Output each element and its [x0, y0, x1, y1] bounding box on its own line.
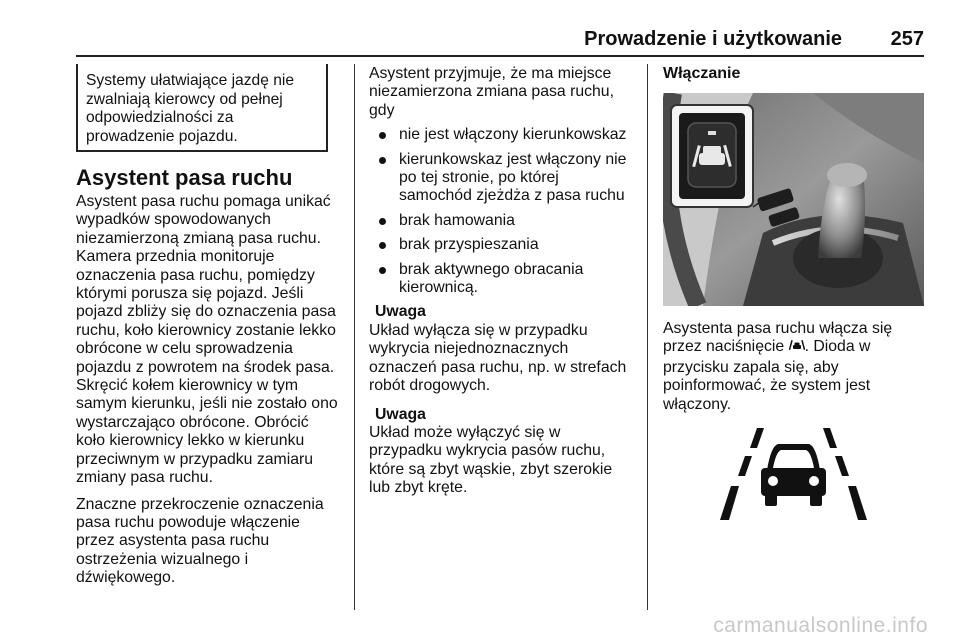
list-item	[369, 151, 637, 206]
text-line: Kamera przednia monitoruje	[76, 248, 275, 266]
list-item	[369, 126, 637, 144]
column-3-body	[663, 320, 925, 414]
text-line: pasa ruchu powoduje włączenie	[76, 513, 300, 531]
paragraph-conditions	[369, 65, 637, 120]
text-line: koło kierownicy lekko w kierunku	[76, 432, 305, 450]
text-line: przez naciśnięcie	[663, 338, 785, 356]
list-item	[369, 236, 637, 254]
text-line: wykrycia niejednoznacznych	[369, 340, 569, 358]
text-line: przycisku zapala się, aby	[663, 358, 839, 376]
condition-list	[369, 126, 637, 297]
text-line: obrócone w celu sprowadzenia	[76, 340, 293, 358]
text-line: kierunkowskaz jest włączony nie	[399, 150, 627, 168]
note-line: zwalniają kierowcy od pełnej	[86, 90, 283, 108]
text-line: niezamierzona zmiana pasa ruchu,	[369, 83, 614, 101]
header-rule	[76, 55, 924, 57]
console-button-photo	[663, 93, 924, 306]
text-line: . Dioda w	[804, 338, 871, 356]
text-line: brak aktywnego obracania	[399, 260, 584, 278]
column-divider-2	[647, 64, 648, 610]
text-line: gdy	[369, 101, 395, 119]
column-2-body	[369, 65, 637, 498]
paragraph-intro	[76, 193, 346, 488]
bullet-icon	[379, 132, 386, 139]
bullet-icon	[379, 218, 386, 225]
page-number: 257	[890, 28, 924, 50]
lane-assist-symbol-icon	[663, 420, 924, 528]
note-text	[369, 322, 637, 396]
text-line: wypadków spowodowanych	[76, 211, 271, 229]
text-line: oznaczenia pasa ruchu, pomiędzy	[76, 266, 315, 284]
text-line: Układ może wyłączyć się w	[369, 423, 561, 441]
text-line: Asystenta pasa ruchu włącza się	[663, 320, 893, 337]
text-line: ruchu, koło kierownicy zostanie lekko	[76, 321, 336, 339]
text-line: kierownicą.	[399, 279, 479, 297]
warning-note-box	[76, 64, 328, 152]
text-line: dźwiękowego.	[76, 569, 176, 587]
column-divider-1	[354, 64, 355, 610]
column-1-body	[76, 193, 346, 596]
list-item	[369, 212, 637, 230]
note-block-2	[369, 405, 637, 498]
text-line: przeciwnym w przypadku zamiaru	[76, 450, 314, 468]
note-label: Uwaga	[375, 303, 426, 321]
text-line: nie jest włączony kierunkowskaz	[399, 126, 627, 144]
text-line: pojazdu z powrotem na środek pasa.	[76, 358, 335, 376]
bullet-icon	[379, 242, 386, 249]
text-line: zmiany pasa ruchu.	[76, 469, 213, 487]
text-line: przypadku wykrycia pasów ruchu,	[369, 442, 606, 460]
text-line: Układ wyłącza się w przypadku	[369, 321, 588, 339]
text-line: którymi porusza się pojazd. Jeśli	[76, 285, 304, 303]
note-line: prowadzenie pojazdu.	[86, 127, 238, 145]
bullet-icon	[379, 157, 386, 164]
section-heading: Asystent pasa ruchu	[76, 165, 293, 190]
note-text	[369, 424, 637, 498]
text-line: wystarczająco obrócone. Obrócić	[76, 413, 309, 431]
text-line: samym kierunku, jeśli nie zostało ono	[76, 395, 338, 413]
text-line: które są zbyt wąskie, zbyt szerokie	[369, 460, 613, 478]
text-line: po tej stronie, po której	[399, 169, 559, 187]
page-header-title: Prowadzenie i użytkowanie	[584, 28, 842, 50]
paragraph-warning	[76, 496, 346, 588]
list-item	[369, 261, 637, 298]
text-line: brak hamowania	[399, 211, 515, 229]
text-line: brak przyspieszania	[399, 236, 539, 254]
bullet-icon	[379, 267, 386, 274]
text-line: poinformować, że system jest	[663, 377, 871, 395]
note-line: odpowiedzialności za	[86, 109, 234, 126]
subsection-heading: Włączanie	[663, 65, 741, 82]
text-line: Znaczne przekroczenie oznaczenia	[76, 495, 324, 513]
text-line: włączony.	[663, 395, 732, 413]
watermark: carmanualsonline.info	[713, 614, 928, 637]
text-line: lub zbyt kręte.	[369, 479, 468, 497]
paragraph-activation	[663, 320, 925, 414]
text-line: oznaczeń pasa ruchu, np. w strefach	[369, 358, 627, 376]
text-line: niezamierzoną zmianą pasa ruchu.	[76, 229, 321, 247]
note-label: Uwaga	[375, 405, 426, 423]
text-line: Skręcić kołem kierownicy w tym	[76, 377, 299, 395]
text-line: samochód zjeżdża z pasa ruchu	[399, 187, 625, 205]
text-line: Asystent przyjmuje, że ma miejsce	[369, 65, 612, 82]
text-line: robót drogowych.	[369, 377, 491, 395]
note-line: Systemy ułatwiające jazdę nie	[86, 72, 295, 89]
text-line: ostrzeżenia wizualnego i	[76, 550, 249, 568]
text-line: Asystent pasa ruchu pomaga unikać	[76, 193, 331, 210]
text-line: pojazd zbliży się do oznaczenia pasa	[76, 303, 336, 321]
text-line: przez asystenta pasa ruchu	[76, 532, 270, 550]
lane-assist-icon	[789, 339, 805, 358]
note-block-1	[369, 303, 637, 395]
